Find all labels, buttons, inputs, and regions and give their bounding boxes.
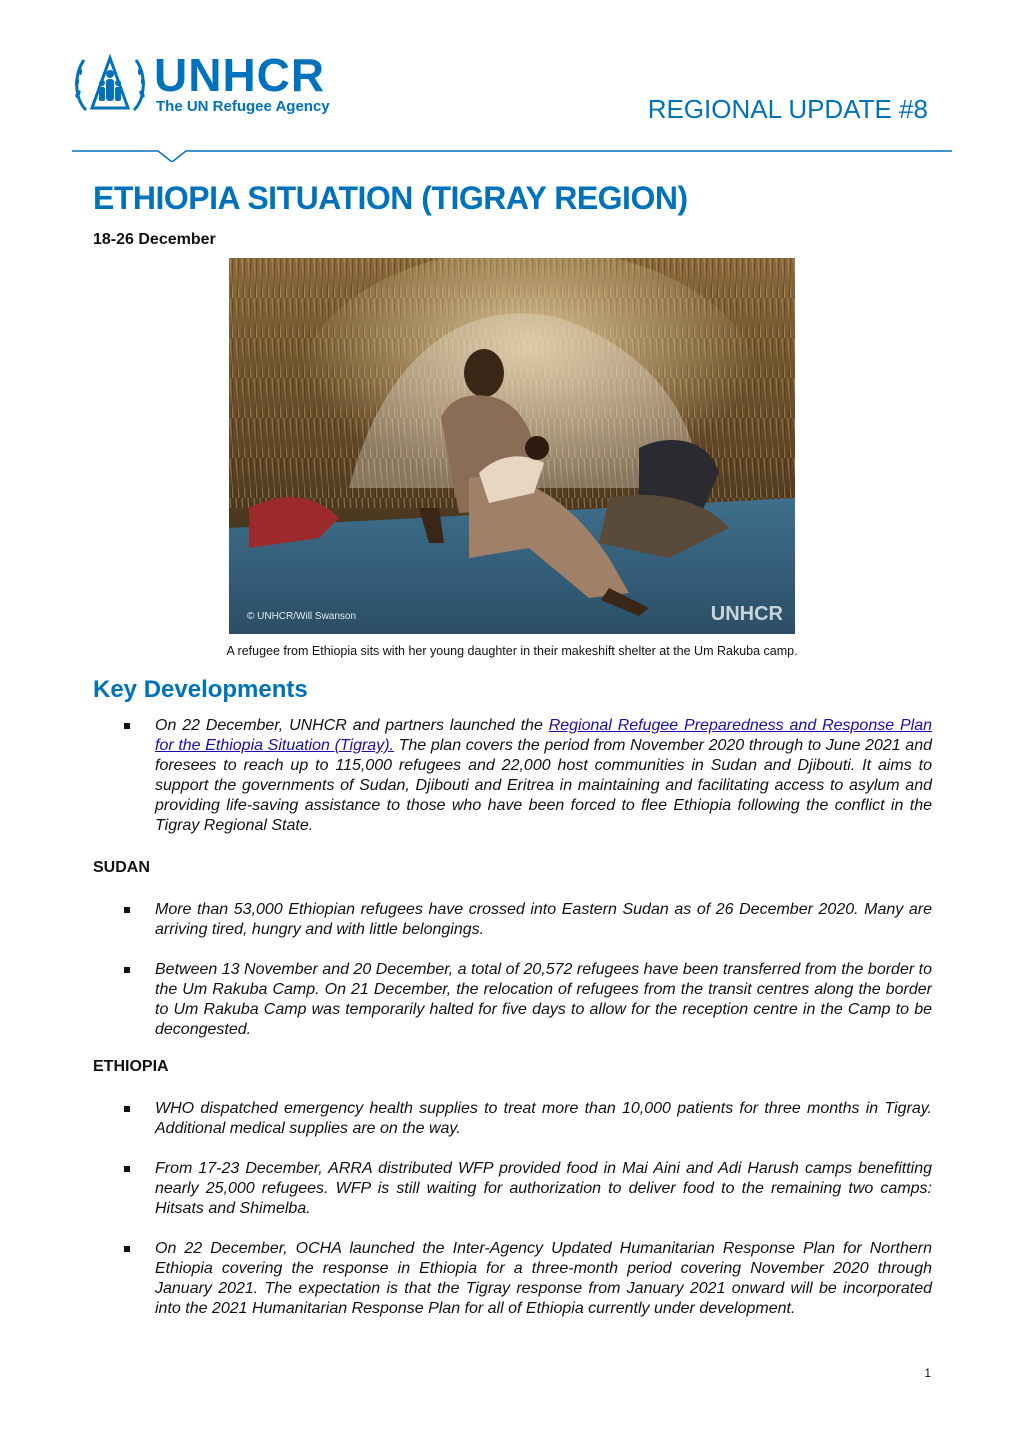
sudan-bullet-text: More than 53,000 Ethiopian refugees have crossed into Eastern Sudan as of 26 December 2020. Many are arriving tired, hungry and with little belongings. (155, 901, 932, 938)
logo-tagline: The UN Refugee Agency (156, 98, 330, 115)
bullet-icon (124, 1166, 130, 1172)
list-item (124, 900, 932, 940)
bullet-icon (124, 723, 130, 729)
sudan-bullet-text: Between 13 November and 20 December, a total of 20,572 refugees have been transferred from the border to the Um Rakuba Camp. On 21 December, the relocation of refugees from the transit centres along the border to Um Rakuba Camp was temporarily halted for five days to allow for the reception centre in the Camp to be decongested. (155, 961, 932, 1038)
bullet-icon (124, 1246, 130, 1252)
intro-text-after-link: The plan covers the period from November 2020 through to June 2021 and foresees to reach up to 115,000 refugees and 22,000 host communities in Sudan and Djibouti. It aims to support the governments of Sudan, Djibouti and Eritrea in maintaining and facilitating access to asylum and providing life-saving assistance to those who have been forced to flee Ethiopia following the conflict in the Tigray Regional State. (155, 737, 932, 834)
ethiopia-bullet-text: From 17-23 December, ARRA distributed WFP provided food in Mai Aini and Adi Harush camps benefitting nearly 25,000 refugees. WFP is still waiting for authorization to deliver food to the remaining two camps: Hitsats and Shimelba. (155, 1160, 932, 1217)
response-plan-link[interactable]: Regional Refugee Preparedness and Response Plan for the Ethiopia Situation (Tigray). (155, 717, 933, 754)
unhcr-emblem-icon (72, 50, 148, 116)
page-title: ETHIOPIA SITUATION (TIGRAY REGION) (93, 180, 688, 216)
logo-wordmark: UNHCR (154, 49, 326, 101)
bullet-icon (124, 967, 130, 973)
list-item (124, 1099, 932, 1139)
document-type-label: REGIONAL UPDATE #8 (647, 94, 928, 124)
bullet-icon (124, 1106, 130, 1112)
list-item (124, 960, 932, 1040)
ethiopia-heading: ETHIOPIA (93, 1058, 169, 1075)
bullet-icon (124, 907, 130, 913)
ethiopia-bullet-text: WHO dispatched emergency health supplies to treat more than 10,000 patients for three months in Tigray. Additional medical supplies are on the way. (155, 1100, 932, 1137)
unhcr-logo (72, 50, 352, 120)
cover-photo (229, 258, 795, 634)
ethiopia-bullet-text: On 22 December, OCHA launched the Inter-Agency Updated Humanitarian Response Plan for Northern Ethiopia covering the response in Ethiopia for a three-month period covering November 2020 through January 2021. The expectation is that the Tigray response from January 2021 onward will be incorporated into the 2021 Humanitarian Response Plan for all of Ethiopia currently under development. (155, 1240, 932, 1317)
photo-illustration (229, 258, 795, 634)
photo-caption: A refugee from Ethiopia sits with her young daughter in their makeshift shelter at the Um Rakuba camp. (226, 644, 798, 658)
key-development-text (155, 716, 932, 836)
photo-credit: © UNHCR/Will Swanson (247, 611, 357, 622)
list-item (124, 1239, 932, 1319)
report-date: 18-26 December (93, 231, 216, 248)
key-developments-heading: Key Developments (93, 676, 308, 703)
sudan-heading: SUDAN (93, 859, 150, 876)
header-divider (72, 150, 952, 162)
intro-text-before-link: On 22 December, UNHCR and partners launched the (155, 717, 549, 734)
page-number: 1 (924, 1366, 931, 1380)
list-item (124, 716, 932, 836)
photo-watermark: UNHCR (710, 603, 783, 625)
list-item (124, 1159, 932, 1219)
